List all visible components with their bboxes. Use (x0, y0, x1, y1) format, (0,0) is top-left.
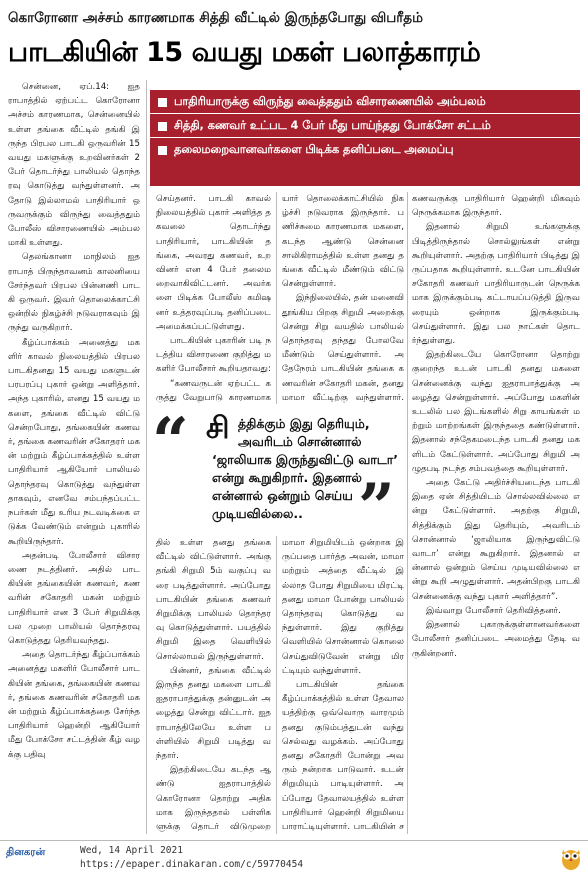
highlight-text: சித்தி, கணவர் உட்பட 4 பேர் மீது பாய்ந்தது போக்சோ சட்டம் (174, 119, 491, 132)
paragraph: “கணவருடன் ஏற்பட்ட கருத்து வேறுபாடு காரணமாக (156, 378, 271, 403)
article-column-2-top (156, 192, 271, 406)
kicker-line: கொரோனா அச்சம் காரணமாக சித்தி வீட்டில் இருந்தபோது விபரீதம் (8, 10, 423, 26)
highlight-item (150, 90, 580, 114)
bullet-square-icon (158, 146, 167, 155)
quote-line: அவரிடம் சொன்னால் (238, 434, 362, 449)
headline: பாடகியின் 15 வயது மகள் பலாத்காரம் (8, 37, 481, 68)
article-column-3-bottom (282, 536, 404, 834)
highlight-text: பாதிரியாருக்கு விருந்து வைத்ததும் விசாரணையில் அம்பலம் (174, 95, 486, 108)
paragraph: சென்னை, ஏப்.14: ஐதராபாத்தில் ஏற்பட்ட கொரோனா அச்சம் காரணமாக, சென்னையில் உள்ள தங்கை வீட்டில் தங்கி இருந்த பிரபல பாடகி ஒருவரின் 15 வயது மகளுக்கு உறவினர்கள் 2 பேர் தொடர்ந்து பாலியல் தொந்தரவு கொடுத்து வந்துள்ளனர். அதோடு இல்லாமல் பாதிரியார் ஒருவருக்கும் விருந்து வைத்ததும் போலீஸ் விசாரணையில் அம்பலமாகி உள்ளது. (8, 82, 140, 249)
bullet-square-icon (158, 122, 167, 131)
column-divider (276, 536, 277, 834)
paragraph: இவ்வாறு போலீசார் தெரிவித்தனர். (426, 605, 561, 616)
column-divider (407, 192, 408, 834)
quote-line: என்னால் ஒன்றும் செய்ய (212, 488, 353, 503)
paragraph: கணவருக்கு பாதிரியார் ஹென்றி மிகவும் நெருக்கமாக இருந்தார். (412, 194, 580, 219)
paragraph: பாடகியின் தங்கை கீழ்ப்பாக்கத்தில் உள்ள தேவாலயத்திற்கு ஒவ்வொரு வாரமும் தனது குடும்பத்துடன் வந்து செல்வது வழக்கம். அப்போது தனது சகோதரி போன்று அவரும் நன்றாக பாடுவார். உடன் சிறுமியும் பாடியுள்ளார். அப்போது தேவாலயத்தில் உள்ள பாதிரியார் ஹென்றி சிறுமியை பாராட்டியுள்ளார். பாடகியின் ச (282, 680, 404, 833)
footer (0, 840, 588, 895)
owl-icon (560, 845, 582, 871)
column-divider (146, 80, 147, 834)
quote-lead-letter: சி (206, 411, 230, 446)
article-column-1 (8, 80, 140, 833)
quote-line: ‘ஜாலியாக இருந்துவிட்டு வாடா’ (212, 452, 399, 467)
paragraph: பாடகியின் புகாரின் படி நடத்திய விசாரணை குறித்து மகளிர் போலீசார் கூறியதாவது: (156, 336, 271, 375)
paragraph: தெலங்கானா மாநிலம் ஐதராபாத் பிருந்தாவனம் காலனியை சேர்ந்தவர் பிரபல பின்னணி பாடகி ஒருவர். இவர் தொலைக்காட்சி ஒன்றில் நிகழ்ச்சி நடுவராகவும் இருந்து வருகிறார். (8, 252, 140, 334)
paragraph: இதற்கிடையே கடந்த ஆண்டு ஐதராபாத்தில் கொரோனா தொற்று அதிகமாக இருந்ததால் பள்ளிகளுக்கு தொடர் விடுமுறை (156, 765, 271, 833)
bullet-square-icon (158, 98, 167, 107)
quote-line: முடியவில்லை.. (212, 506, 303, 521)
pull-quote (150, 404, 406, 545)
highlight-item (150, 138, 580, 162)
article-column-4 (412, 192, 580, 834)
publisher-logo: தினகரன் (6, 847, 46, 858)
paragraph: இதனால் சிறுமி உங்களுக்கு பிடித்திருந்தால் சொல்லுங்கள் என்று கூறியுள்ளார். அதற்கு பாதிரியார் பிடித்து இருப்பதாக கூறியுள்ளார். உடனே பாடகியின் சகோதரி கணவர் பாதிரியாருடன் நெருக்கமாக இருக்கும்படி கட்டாயப்படுத்தி இருவரையும் ஒன்றாக இருக்கும்படி செய்துள்ளார். இது பல நாட்கள் தொடர்ந்துள்ளது. (412, 222, 580, 347)
quote-line: என்று கூறுகிறார். இதனால் (212, 470, 362, 485)
paragraph: அதன்படி போலீசார் விசாரணை நடத்தினர். அதில் பாடகியின் தங்கையின் கணவர், கணவரின் சகோதரி மகன் மற்றும் பாதிரியார் என 3 பேர் சிறுமிக்கு பல முறை பாலியல் தொந்தரவு கொடுத்தது தெரியவந்தது. (8, 550, 140, 646)
highlight-text: தலைமறைவானவர்களை பிடிக்க தனிப்படை அமைப்பு (174, 143, 454, 156)
paragraph: யார் தொலைக்காட்சியில் நிகழ்ச்சி நடுவராக இருந்தார். பணிச்சுமை காரணமாக மகளை, கடந்த ஆண்டு சென்னை சாலிகிராமத்தில் உள்ள தனது தங்கை வீட்டில் மீண்டும் விட்டு சென்றுள்ளார். (282, 194, 404, 290)
highlight-item (150, 114, 580, 138)
paragraph: இதற்கிடையே கொரோனா தொற்று குறைந்த உடன் பாடகி தனது மகளை சென்னைக்கு வந்து ஐதராபாத்துக்கு அழைத்து சென்றுள்ளார். அப்போது மகளின் உடலில் பல இடங்களில் சிறு காயங்கள் மற்றும் மாற்றங்கள் இருந்ததை கண்டுள்ளார். இதனால் சந்தேகமடைந்த பாடகி தனது மகளிடம் கேட்டுள்ளார். அப்போது சிறுமி அழுதபடி நடந்த சம்பவத்தை கூறியுள்ளார். (412, 350, 580, 474)
paragraph: தில் உள்ள தனது தங்கை வீட்டில் விட்டுள்ளார். அங்கு தங்கி சிறுமி 5ம் வகுப்பு வரை படித்துள்ளார். அப்போது பாடகியின் தங்கை கணவர் சிறுமிக்கு பாலியல் தொந்தரவு கொடுத்துள்ளார். பயத்தில் சிறுமி இதை வெளியில் சொல்லாமல் இருந்துள்ளார். (156, 538, 271, 662)
edition-date: Wed, 14 April 2021 (80, 845, 183, 856)
paragraph: கீழ்ப்பாக்கம் அனைத்து மகளிர் காவல் நிலையத்தில் பிரபல பாடகிதனது 15 வயது மகளுடன் பரபரப்பு புகார் ஒன்று அளித்தார். அந்த புகாரில், எனது 15 வயது மகளை, தங்கை வீட்டில் விட்டு சென்றபோது, தங்கையின் கணவர், தங்கை கணவரின் சகோதரர் மகன் மற்றும் கீழ்ப்பாக்கத்தில் உள்ள பாதிரியார் ஆகியோர் பாலியல் தொந்தரவு கொடுத்து வந்துள்ளதாகவும், எனவே சம்பந்தப்பட்ட நபர்கள் மீது உரிய நடவடிக்கை எடுக்க வேண்டும் என்றும் புகாரில் கூறியிருந்தார். (8, 337, 140, 547)
column-divider (276, 192, 277, 404)
paragraph: செய்தனர். பாடகி காவல் நிலையத்தில் புகார் அளித்த தகவலை தொடர்ந்து பாதிரியார், பாடகியின் தங்கை, அவரது கணவர், உறவினர் என 4 பேர் தலைமறைவாகிவிட்டனர். அவர்களை பிடிக்க போலீஸ் கமிஷனர் உத்தரவுப்படி தனிப்படை அமைக்கப்பட்டுள்ளது. (156, 194, 271, 332)
paragraph: பின்னர், தங்கை வீட்டில் இருந்த தனது மகளை பாடகி ஐதராபாத்துக்கு தன்னுடன் அழைத்து சென்று விட்டார். ஐதராபாத்திலேயே உள்ள பள்ளியில் சிறுமி படித்து வந்தார். (156, 665, 271, 762)
paragraph: மாமா சிறுமியிடம் ஒன்றாக இருப்பதை பார்த்த அவன், மாமா மற்றும் அத்தை வீட்டில் இல்லாத போது சிறுமியை மிரட்டி தனது மாமா போன்று பாலியல் தொந்தரவு கொடுத்து வந்துள்ளார். இது குறித்து வெளியில் சொன்னால் கொலை செய்துவிடுவேன் என்று மிரட்டியும் வந்துள்ளார். (282, 538, 404, 676)
highlights-box (150, 90, 580, 186)
paragraph: அதை கேட்டு அதிர்ச்சியடைந்த பாடகி இதை ஏன் சித்தியிடம் சொல்லவில்லை என்று கேட்டுள்ளார். அதற்கு சிறுமி, சித்திக்கும் இது தெரியும், அவரிடம் சொன்னால் ‘ஜாலியாக இருந்துவிட்டு வாடா’ என்று கூறுகிறார். இதனால் என்னால் ஒன்றும் செய்ய முடியவில்லை என்று கூறி அழுதுள்ளார். அதன்பிறகு பாடகி சென்னைக்கு வந்து புகார் அளித்தார்”. (412, 478, 580, 602)
edition-url[interactable]: https://epaper.dinakaran.com/c/59770454 (80, 859, 304, 870)
article-column-3-top (282, 192, 404, 406)
quote-close-icon: ” (358, 470, 395, 545)
paragraph: இதனால் புகாருக்குள்ளானவர்களை போலீசார் தனிப்படை அமைத்து தேடி வருகின்றனர். (412, 620, 580, 659)
paragraph: அதை தொடர்ந்து கீழ்ப்பாக்கம் அனைத்து மகளிர் போலீசார் பாடகியின் தங்கை, தங்கையின் கணவர், தங்கை கணவரின் சகோதரி மகன் மற்றும் கீழ்ப்பாக்கத்தை சேர்ந்த பாதிரியார் ஹென்றி ஆகியோர் மீது போக்சோ சட்டத்தின் கீழ் வழக்கு பதிவு (8, 650, 140, 760)
article-column-2-bottom (156, 536, 271, 834)
paragraph: இந்நிலையில், தன் மனைவி தூங்கிய பிறகு சிறுமி அறைக்கு சென்று சிறு வயதில் பாலியல் தொந்தரவு தந்தது போலவே மீண்டும் செய்துள்ளார். அதேநேரம் பாடகியின் தங்கை கணவரின் சகோதரி மகன், தனது மாமா வீட்டிற்கு வந்துள்ளார். (282, 293, 404, 403)
quote-open-icon: “ (152, 404, 189, 479)
quote-line: த்திக்கும் இது தெரியும், (238, 416, 370, 431)
